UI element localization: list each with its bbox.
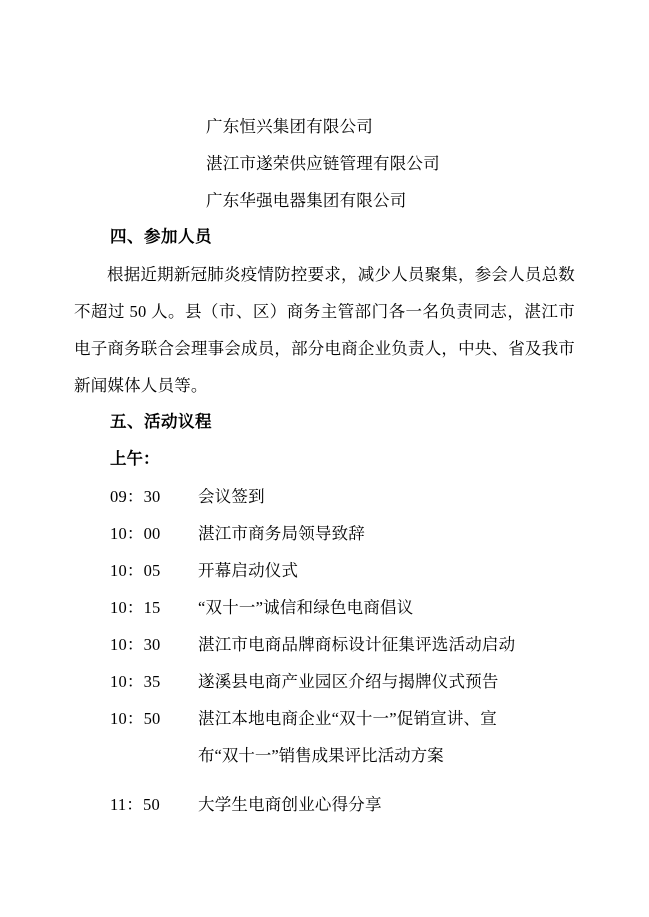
agenda-item	[74, 478, 575, 515]
agenda-item	[74, 700, 575, 737]
agenda-item	[74, 786, 575, 823]
agenda-item	[74, 515, 575, 552]
agenda-time: 09：30	[110, 487, 161, 506]
agenda-time: 10：15	[110, 598, 161, 617]
agenda-description: 会议签到	[198, 487, 265, 506]
company-name-line: 广东恒兴集团有限公司	[206, 117, 373, 136]
agenda-item	[74, 589, 575, 626]
agenda-subheading-morning: 上午：	[110, 450, 160, 468]
agenda-description: 湛江本地电商企业“双十一”促销宣讲、宣	[198, 709, 497, 728]
agenda-time: 10：35	[110, 672, 161, 691]
agenda-item	[74, 626, 575, 663]
agenda-description: 遂溪县电商产业园区介绍与揭牌仪式预告	[198, 672, 499, 691]
agenda-time: 11：50	[110, 795, 160, 814]
agenda-time: 10：30	[110, 635, 161, 654]
agenda-time: 10：50	[110, 709, 161, 728]
company-name-line: 广东华强电器集团有限公司	[206, 191, 407, 210]
agenda-description: “双十一”诚信和绿色电商倡议	[198, 598, 414, 617]
agenda-time: 10：05	[110, 561, 161, 580]
agenda-description: 大学生电商创业心得分享	[198, 795, 382, 814]
agenda-description-continuation: 布“双十一”销售成果评比活动方案	[198, 746, 444, 765]
agenda-description: 湛江市电商品牌商标设计征集评选活动启动	[198, 635, 516, 654]
agenda-spacer	[74, 774, 575, 786]
section-heading-five: 五、活动议程	[110, 413, 212, 431]
agenda-item	[74, 663, 575, 700]
section-four-paragraph: 根据近期新冠肺炎疫情防控要求，减少人员聚集，参会人员总数不超过 50 人。县（市、区）商务主管部门各一名负责同志，湛江市电子商务联合会理事会成员，部分电商企业负责人，中央、省及我市新闻媒体人员等。	[74, 265, 575, 395]
company-name-line: 湛江市遂荣供应链管理有限公司	[206, 154, 440, 173]
agenda-description: 开幕启动仪式	[198, 561, 299, 580]
agenda-description: 湛江市商务局领导致辞	[198, 524, 365, 543]
agenda-item	[74, 552, 575, 589]
agenda-time: 10：00	[110, 524, 161, 543]
section-heading-four: 四、参加人员	[110, 228, 212, 246]
